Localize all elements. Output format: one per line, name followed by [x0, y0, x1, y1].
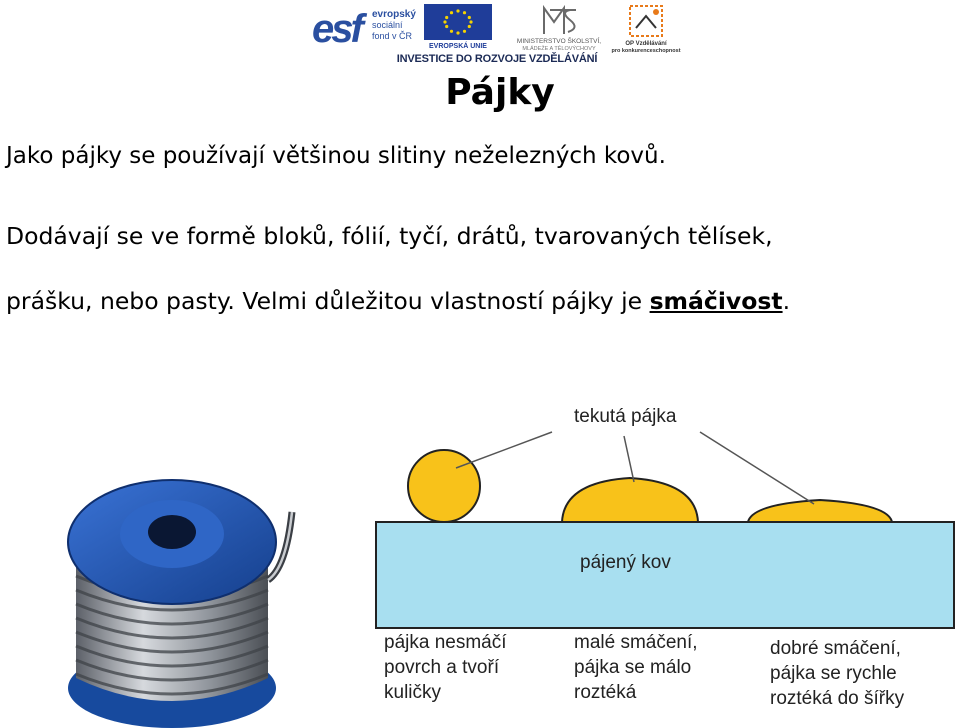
op-vzdelavani-logo [608, 2, 684, 54]
leader-line-3 [700, 432, 814, 504]
paragraph-2-line-1: Dodávají se ve formě bloků, fólií, tyčí, drátů, tvarovaných tělísek, [6, 222, 773, 250]
paragraph-1: Jako pájky se používají většinou slitiny neželezných kovů. [6, 143, 666, 169]
solder-good-wetting [748, 500, 892, 522]
msmt-logo [514, 2, 604, 52]
case-2-line-3: roztéká [574, 682, 637, 703]
paragraph-2-line-2 [6, 287, 790, 315]
case-1-line-3: kuličky [384, 682, 442, 703]
esf-text-1: evropský [372, 9, 416, 20]
eu-caption: EVROPSKÁ UNIE [429, 43, 487, 50]
esf-logo [310, 4, 418, 50]
esf-text-3: fond v ČR [372, 31, 413, 41]
slide-title: Pájky [445, 72, 555, 113]
solder-low-wetting [562, 478, 698, 522]
case-1-line-1: pájka nesmáčí [384, 632, 507, 653]
label-liquid-solder: tekutá pájka [574, 406, 677, 427]
base-metal-block [376, 522, 954, 628]
eu-flag-logo [424, 4, 492, 50]
case-1-line-2: povrch a tvoří [384, 657, 500, 678]
msmt-caption-1: MINISTERSTVO ŠKOLSTVÍ, [516, 38, 602, 45]
paragraph-2-suffix: . [782, 287, 791, 315]
banner-caption: INVESTICE DO ROZVOJE VZDĚLÁVÁNÍ [396, 53, 598, 65]
leader-line-1 [456, 432, 552, 468]
op-caption-2: pro konkurenceschopnost [611, 48, 681, 54]
solder-spool-image [50, 452, 320, 728]
case-3-line-1: dobré smáčení, [770, 638, 901, 659]
logo-banner [306, 0, 686, 70]
leader-line-2 [624, 436, 634, 482]
svg-text:esf: esf [312, 7, 361, 50]
solder-ball-no-wetting [408, 450, 480, 522]
case-3-line-3: roztéká do šířky [770, 688, 905, 709]
case-3-line-2: pájka se rychle [770, 663, 897, 684]
case-2-line-2: pájka se málo [574, 657, 692, 678]
paragraph-2-prefix: prášku, nebo pasty. Velmi důležitou vlastností pájky je [6, 287, 650, 315]
wettability-emphasis: smáčivost [649, 287, 783, 315]
op-caption-1: OP Vzdělávání [625, 41, 667, 47]
esf-text-2: sociální [372, 20, 403, 30]
label-base-metal: pájený kov [580, 552, 671, 573]
case-2-line-1: malé smáčení, [574, 632, 698, 653]
msmt-caption-2: MLÁDEŽE A TĚLOVÝCHOVY [522, 46, 596, 52]
wetting-diagram [340, 390, 960, 728]
